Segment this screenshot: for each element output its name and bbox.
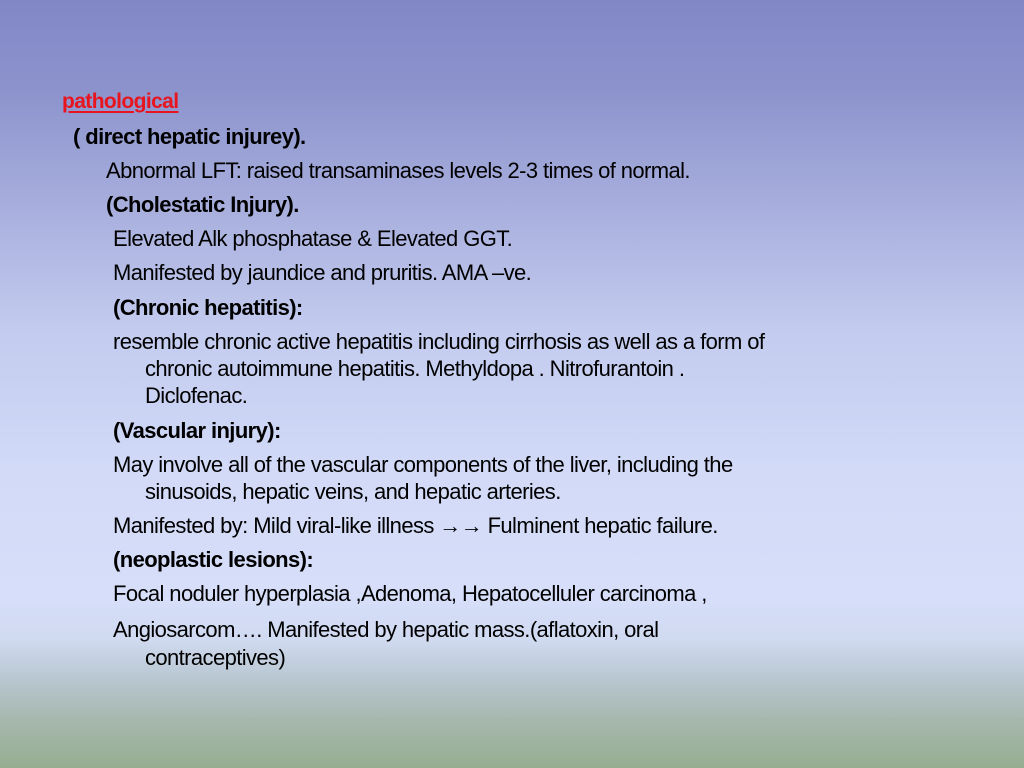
body-line-sinusoids: sinusoids, hepatic veins, and hepatic arteries. — [145, 479, 561, 504]
body-line-resemble-chronic: resemble chronic active hepatitis including cirrhosis as well as a form of — [113, 329, 765, 354]
section-heading-vascular-injury: (Vascular injury): — [113, 418, 281, 443]
slide-title: pathological — [62, 90, 179, 113]
body-line-contraceptives: contraceptives) — [145, 645, 286, 670]
body-line-autoimmune-drugs: chronic autoimmune hepatitis. Methyldopa . Nitrofurantoin . — [145, 356, 685, 381]
body-line-angiosarcoma: Angiosarcom…. Manifested by hepatic mass.(aflatoxin, oral — [113, 617, 659, 642]
body-line-abnormal-lft: Abnormal LFT: raised transaminases levels 2-3 times of normal. — [106, 158, 690, 183]
body-line-diclofenac: Diclofenac. — [145, 383, 248, 408]
section-heading-cholestatic-injury: (Cholestatic Injury). — [106, 192, 299, 217]
section-heading-neoplastic-lesions: (neoplastic lesions): — [113, 547, 314, 572]
body-line-focal-noduler: Focal noduler hyperplasia ,Adenoma, Hepatocelluler carcinoma , — [113, 581, 707, 606]
body-line-fulminent-failure: Manifested by: Mild viral-like illness →→ Fulminent hepatic failure. — [113, 513, 718, 538]
section-heading-direct-hepatic-injury: ( direct hepatic injurey). — [73, 124, 306, 149]
body-line-vascular-components: May involve all of the vascular components of the liver, including the — [113, 452, 733, 477]
body-line-jaundice: Manifested by jaundice and pruritis. AMA –ve. — [113, 260, 532, 285]
section-heading-chronic-hepatitis: (Chronic hepatitis): — [113, 295, 303, 320]
body-line-alk-phosphatase: Elevated Alk phosphatase & Elevated GGT. — [113, 226, 513, 251]
